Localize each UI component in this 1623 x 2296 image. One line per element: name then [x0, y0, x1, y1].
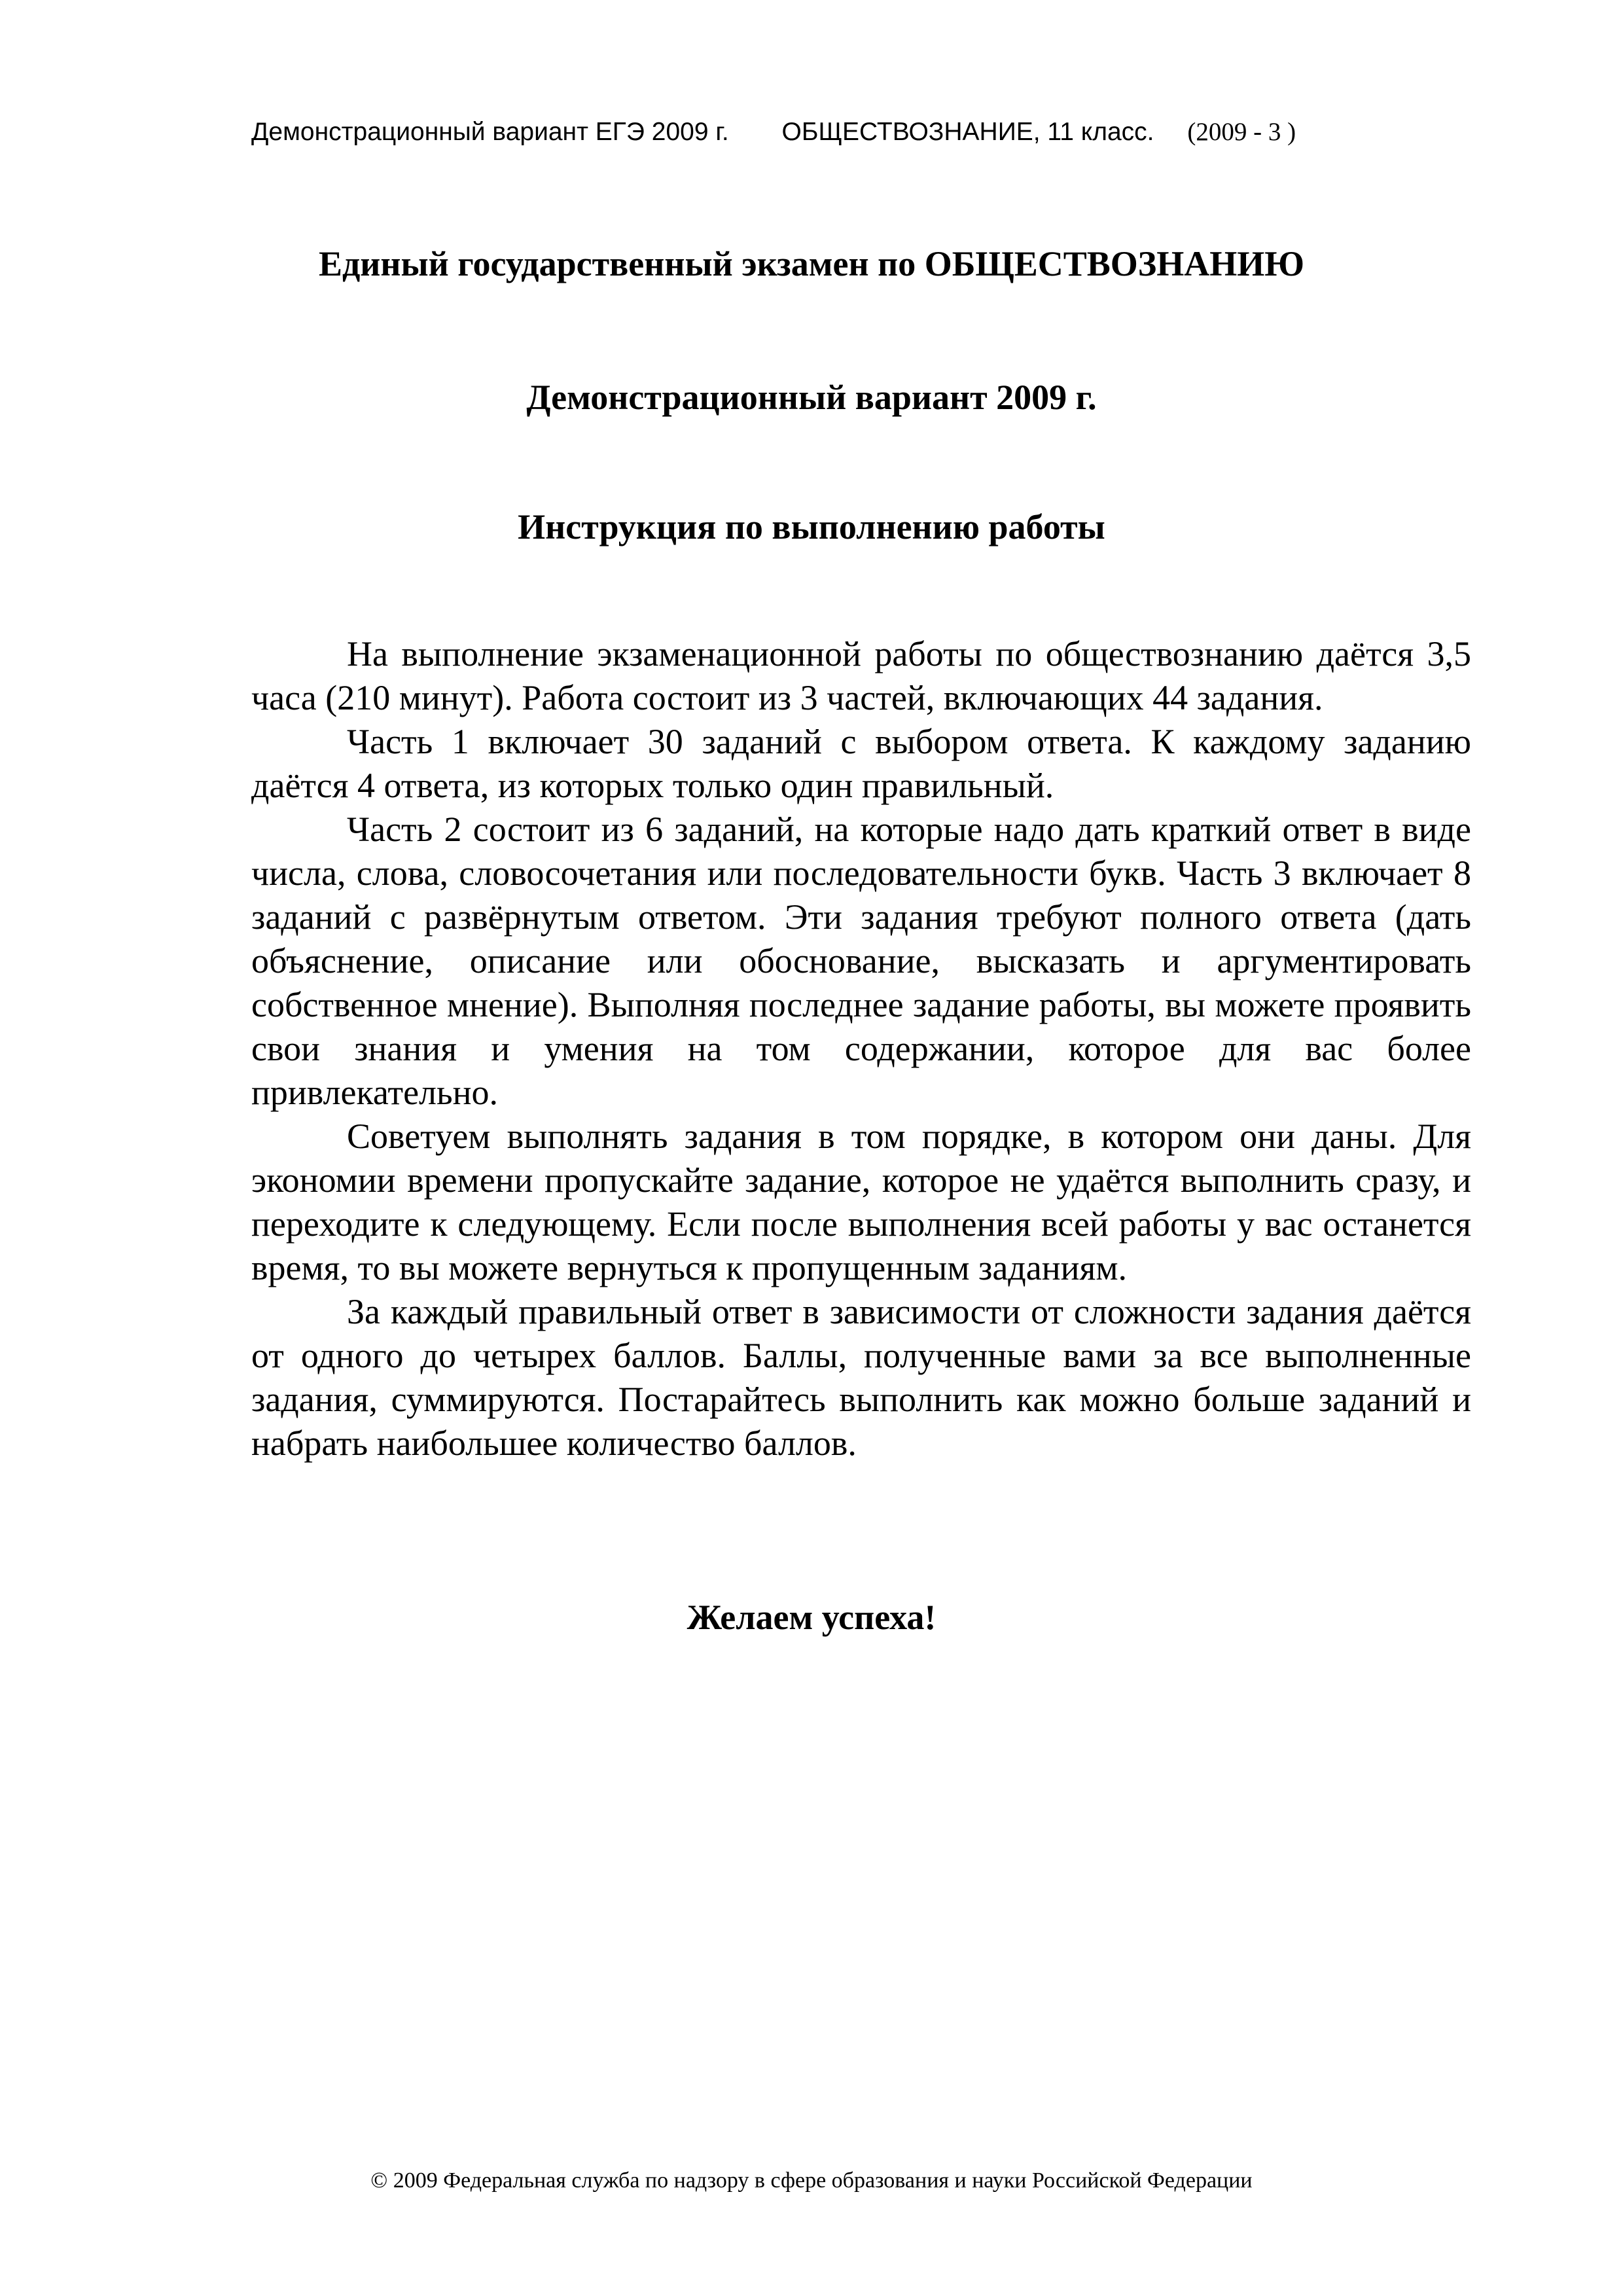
instruction-title: Инструкция по выполнению работы	[518, 507, 1105, 547]
instruction-body	[251, 632, 1471, 1465]
paragraph: На выполнение экзаменационной работы по обществознанию даётся 3,5 часа (210 минут). Работа состоит из 3 частей, включающих 44 задания.	[251, 634, 1471, 717]
page-header	[251, 115, 1429, 149]
demo-title: Демонстрационный вариант 2009 г.	[526, 378, 1097, 417]
header-code: (2009 - 3 )	[1187, 118, 1296, 146]
header-variant: Демонстрационный вариант ЕГЭ 2009 г.	[251, 118, 729, 146]
header-subject: ОБЩЕСТВОЗНАНИЕ, 11 класс.	[781, 118, 1154, 146]
paragraph: Часть 1 включает 30 заданий с выбором ответа. К каждому заданию даётся 4 ответа, из которых только один правильный.	[251, 722, 1471, 805]
page-footer: © 2009 Федеральная служба по надзору в сфере образования и науки Российской Федерации	[370, 2168, 1253, 2193]
paragraph: Советуем выполнять задания в том порядке, в котором они даны. Для экономии времени пропускайте задание, которое не удаётся выполнить сразу, и переходите к следующему. Если после выполнения всей работы у вас останется время, то вы можете вернуться к пропущенным заданиям.	[251, 1117, 1471, 1287]
paragraph: Часть 2 состоит из 6 заданий, на которые надо дать краткий ответ в виде числа, слова, словосочетания или последовательности букв. Часть 3 включает 8 заданий с развёрнутым ответом. Эти задания требуют полного ответа (дать объяснение, описание или обоснование, высказать и аргументировать собственное мнение). Выполняя последнее задание работы, вы можете проявить свои знания и умения на том содержании, которое для вас более привлекательно.	[251, 810, 1471, 1112]
closing-wish: Желаем успеха!	[687, 1598, 936, 1637]
paragraph: За каждый правильный ответ в зависимости от сложности задания даётся от одного до четырех баллов. Баллы, полученные вами за все выполненные задания, суммируются. Постарайтесь выполнить как можно больше заданий и набрать наибольшее количество баллов.	[251, 1292, 1471, 1463]
exam-title: Единый государственный экзамен по ОБЩЕСТВОЗНАНИЮ	[318, 244, 1305, 283]
